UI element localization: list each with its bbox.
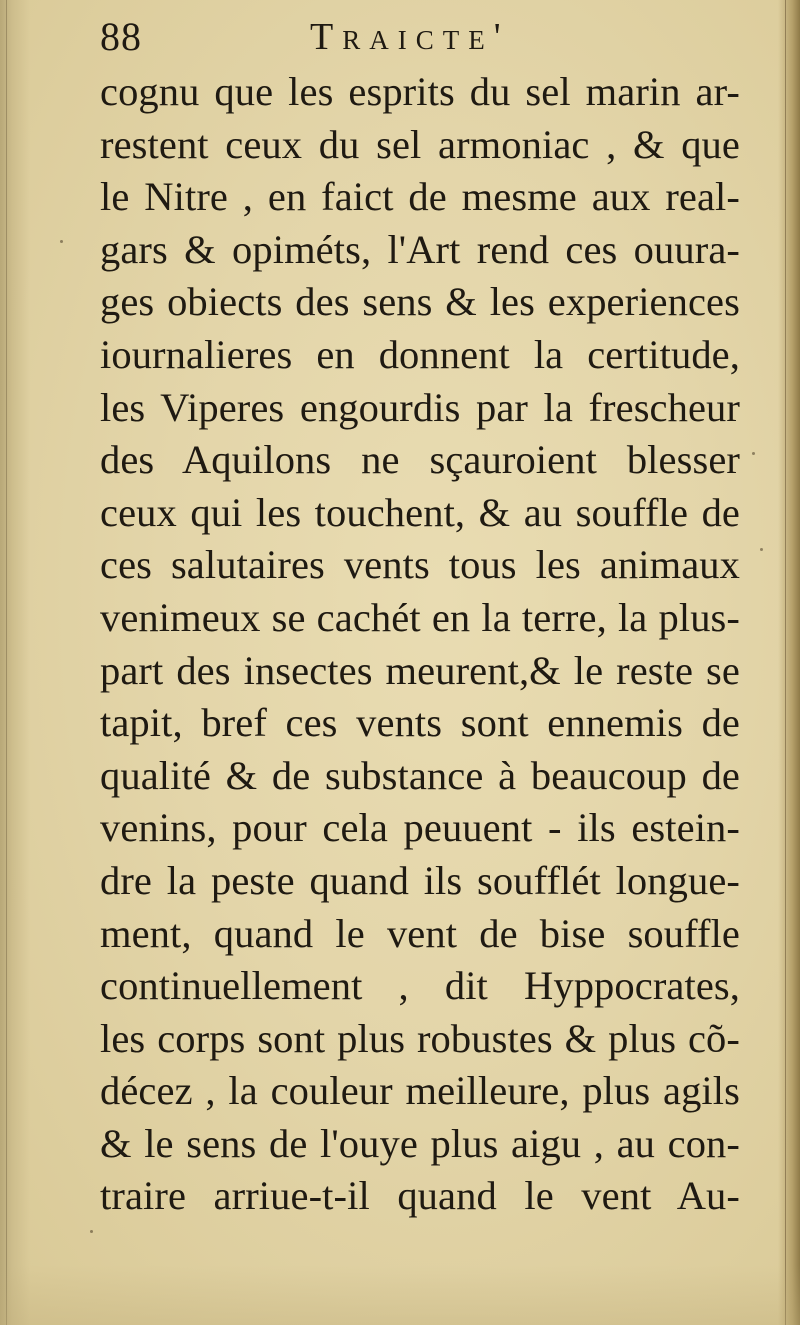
text-line: venimeux se cachét en la terre, la plus-: [100, 594, 740, 640]
text-line: part des insectes meurent,& le reste se: [100, 647, 740, 693]
text-line: les corps sont plus robustes & plus cõ-: [100, 1015, 740, 1061]
text-line: les Viperes engourdis par la frescheur: [100, 384, 740, 430]
running-head: Traicte': [310, 16, 510, 58]
page-edge: [778, 0, 800, 1325]
ink-speck: [752, 452, 755, 455]
text-line: ges obiects des sens & les experiences: [100, 279, 740, 325]
text-line: le Nitre , en faict de mesme aux real-: [100, 174, 740, 220]
text-line: décez , la couleur meilleure, plus agils: [100, 1068, 740, 1114]
text-line: qualité & de substance à beaucoup de: [100, 752, 740, 798]
text-line: des Aquilons ne sçauroient blesser: [100, 437, 740, 483]
text-line: restent ceux du sel armoniac , & que: [100, 121, 740, 167]
ink-speck: [760, 548, 763, 551]
ink-speck: [60, 240, 63, 243]
text-line: dre la peste quand ils soufflét longue-: [100, 857, 740, 903]
text-line: continuellement , dit Hyppocrates,: [100, 963, 740, 1009]
text-line: iournalieres en donnent la certitude,: [100, 331, 740, 377]
page-header: [100, 12, 740, 62]
text-line: gars & opiméts, l'Art rend ces ouura-: [100, 226, 740, 272]
text-line: venins, pour cela peuuent - ils estein-: [100, 805, 740, 851]
text-line: ceux qui les touchent, & au souffle de: [100, 489, 740, 535]
text-line: ces salutaires vents tous les animaux: [100, 542, 740, 588]
text-line: ment, quand le vent de bise souffle: [100, 910, 740, 956]
text-line: traire arriue-t-il quand le vent Au-: [100, 1173, 740, 1219]
body-text: [100, 66, 740, 1223]
gutter-shadow: [0, 0, 30, 1325]
gutter-line: [6, 0, 7, 1325]
text-line: tapit, bref ces vents sont ennemis de: [100, 700, 740, 746]
paper-stain: [0, 1265, 800, 1325]
page-edge-line: [785, 0, 786, 1325]
ink-speck: [90, 1230, 93, 1233]
page-number: 88: [100, 14, 142, 59]
text-line: & le sens de l'ouye plus aigu , au con-: [100, 1120, 740, 1166]
text-line: cognu que les esprits du sel marin ar-: [100, 69, 740, 114]
